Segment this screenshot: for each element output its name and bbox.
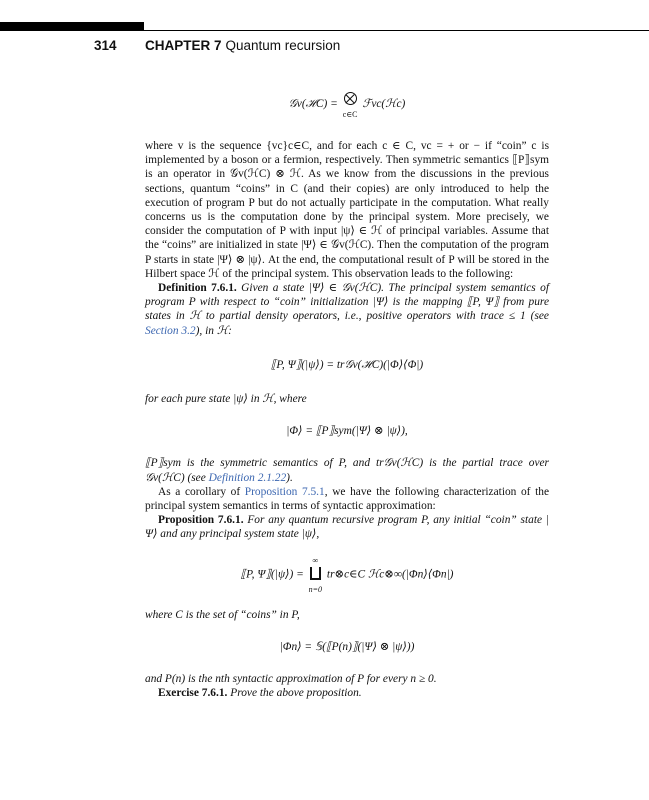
definition-continuation: for each pure state |ψ⟩ in ℋ, where xyxy=(145,393,307,406)
otimes-icon xyxy=(343,90,358,110)
equation-top-rhs: ℱvc(ℋc) xyxy=(362,98,406,111)
header-bar xyxy=(0,22,144,31)
equation-3-rhs: tr⊗c∈C ℋc⊗∞(|Φn⟩⟨Φn|) xyxy=(326,568,454,581)
section-3-2-link[interactable]: Section 3.2 xyxy=(145,324,196,337)
page-body xyxy=(145,90,549,700)
proposition-continuation: where C is the set of “coins” in P, xyxy=(145,608,300,621)
header-rule xyxy=(144,30,649,31)
definition-closing-end: ). xyxy=(286,471,293,484)
paragraph-1: where v is the sequence {vc}c∈C, and for each c ∈ C, vc = + or − if “coin” c is implemented by a boson or a fermion, respectively. Then symmetric semantics ⟦P⟧sym is an operator in 𝒢v(ℋC) ⊗ ℋ. As we know from the discussions in the previous sections, quantum “coins” in C (and their copies) are only introduced to help the execution of program P but do not actually participate in the computation. What really concerns us is the computation done by the principal system. More precisely, we consider the computation of P with input |ψ⟩ ∈ ℋ of principal variables. Assume that the “coins” are initialized in state |Ψ⟩ ∈ 𝒢v(ℋC). Then the computation of the program P starts in state |Ψ⟩ ⊗ |ψ⟩. At the end, the computational result of P will be stored in the Hilbert space ℋ of the principal system. This observation leads to the following: xyxy=(145,140,549,280)
page-number: 314 xyxy=(94,38,117,53)
exercise-text: Prove the above proposition. xyxy=(230,687,362,700)
chapter-label: CHAPTER 7 xyxy=(145,38,222,53)
equation-2: |Φ⟩ = ⟦P⟧sym(|Ψ⟩ ⊗ |ψ⟩), xyxy=(286,425,408,438)
proposition-text: For any quantum recursive program P, any initial “coin” state |Ψ⟩ and any principal system state |ψ⟩, xyxy=(145,514,549,541)
definition-7-6-1 xyxy=(145,281,549,338)
tensor-product-operator xyxy=(343,90,358,119)
proposition-7-5-1-link[interactable]: Proposition 7.5.1 xyxy=(244,485,325,498)
join-upper: ∞ xyxy=(312,555,319,565)
equation-3-lhs: ⟦P, Ψ⟧(|ψ⟩) = xyxy=(240,568,304,581)
definition-text: Given a state |Ψ⟩ ∈ 𝒢v(ℋC). The principal system semantics of program P with respect to “coin” initialization |Ψ⟩ is the mapping ⟦P, Ψ⟧ from pure states in ℋ to partial density operators, i.e., positive operators with trace ≤ 1 (see xyxy=(145,282,549,323)
equation-top-limit: c∈C xyxy=(342,110,358,119)
equation-4: |Φn⟩ = 𝕊(⟦P(n)⟧(|Ψ⟩ ⊗ |ψ⟩)) xyxy=(279,640,415,653)
proposition-label: Proposition 7.6.1. xyxy=(158,514,244,527)
exercise-label: Exercise 7.6.1. xyxy=(158,687,228,700)
proposition-7-6-1 xyxy=(145,513,549,541)
definition-text-end: ), in ℋ: xyxy=(195,324,232,337)
definition-2-1-22-link[interactable]: Definition 2.1.22 xyxy=(208,471,287,484)
equation-top-lhs: 𝒢v(ℋC) = xyxy=(288,98,338,111)
paragraph-2-text: As a corollary of xyxy=(158,485,241,498)
exercise-7-6-1 xyxy=(145,686,549,700)
chapter-title: Quantum recursion xyxy=(225,38,341,53)
equation-3 xyxy=(145,556,549,594)
equation-top xyxy=(145,90,549,119)
join-lower: n=0 xyxy=(308,584,323,594)
paragraph-2-end: , we have the following characterization of the principal system semantics in terms of syntactic approximation: xyxy=(145,485,550,513)
definition-label: Definition 7.6.1. xyxy=(158,282,237,295)
definition-closing xyxy=(145,456,549,484)
chapter-heading xyxy=(145,38,340,53)
running-header xyxy=(0,36,649,56)
equation-1: ⟦P, Ψ⟧(|ψ⟩) = tr𝒢v(ℋC)(|Φ⟩⟨Φ|) xyxy=(270,358,424,371)
definition-closing-text: ⟦P⟧sym is the symmetric semantics of P, and tr𝒢v(ℋC) is the partial trace over 𝒢v(ℋC) (see xyxy=(145,457,549,484)
sqcup-icon xyxy=(309,565,322,585)
proposition-closing: and P(n) is the nth syntactic approximation of P for every n ≥ 0. xyxy=(145,673,437,686)
paragraph-2 xyxy=(145,485,549,513)
join-operator xyxy=(309,556,322,594)
